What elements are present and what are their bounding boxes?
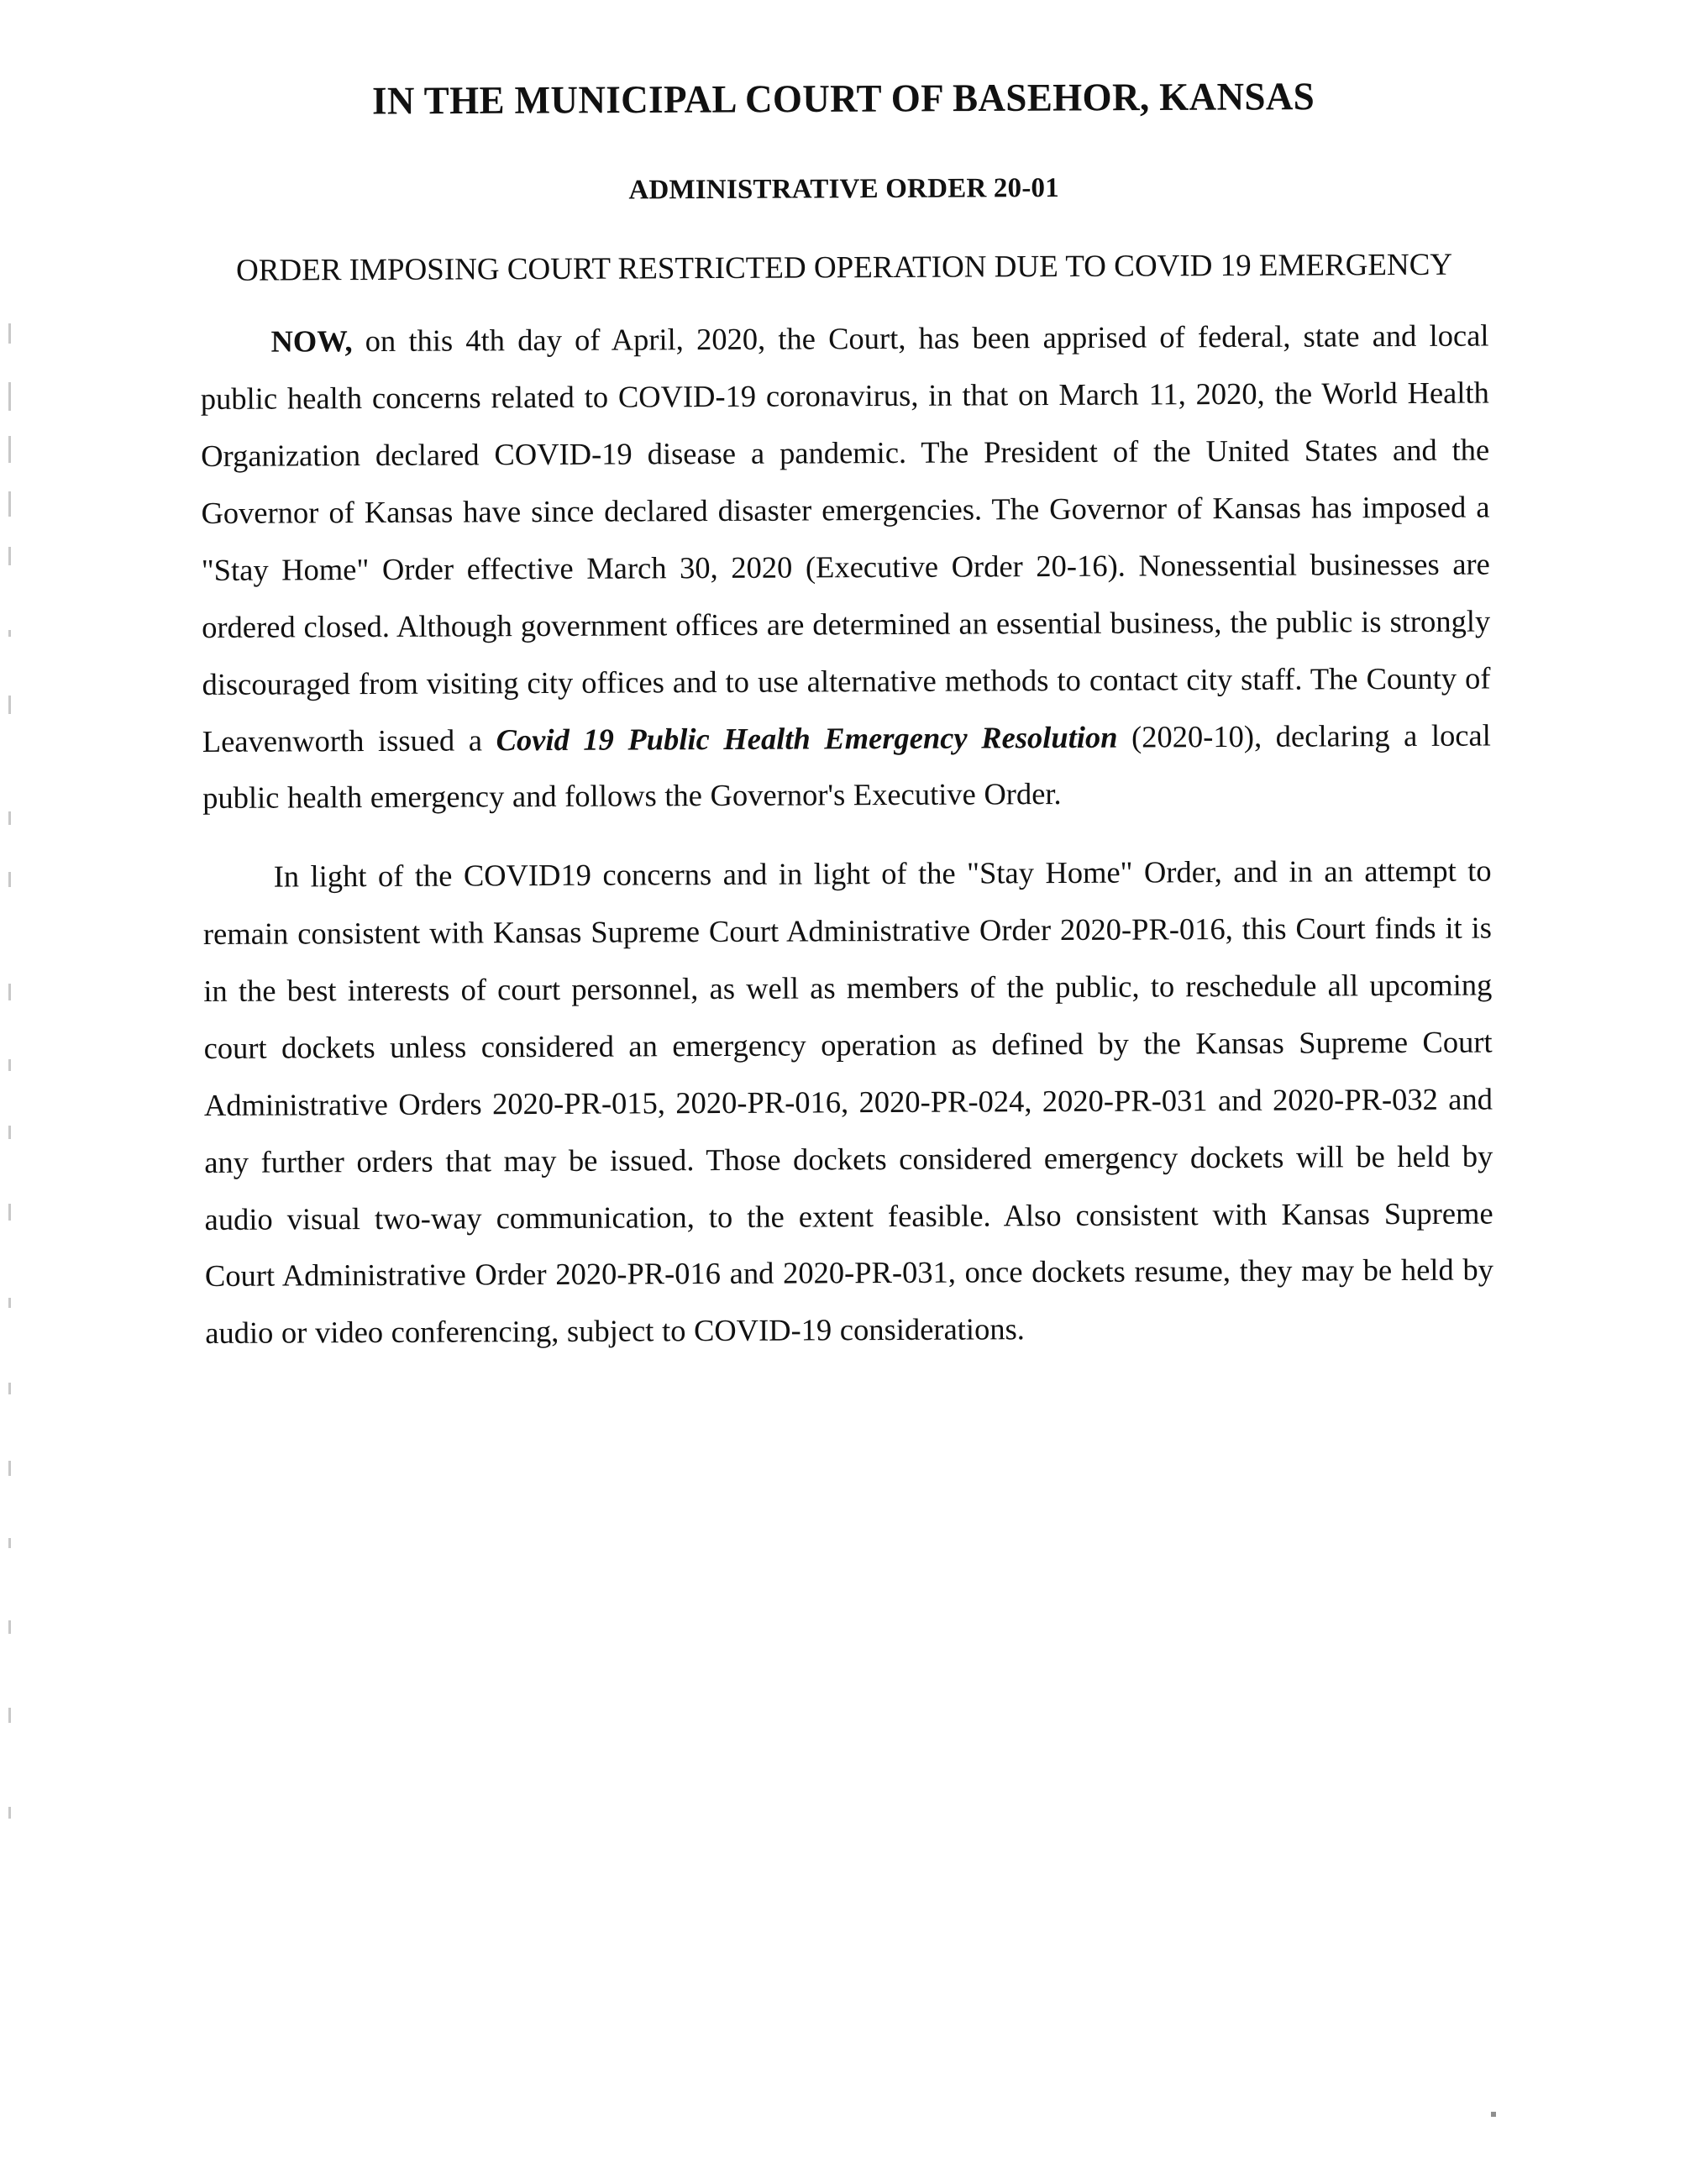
- scan-artifact-mark: [8, 811, 11, 825]
- scan-artifact-mark: [8, 872, 11, 887]
- scan-artifact-mark: [8, 491, 11, 517]
- scan-artifact-mark: [8, 382, 11, 411]
- scan-artifact-mark: [8, 547, 11, 565]
- order-description-heading: ORDER IMPOSING COURT RESTRICTED OPERATION DUE TO COVID 19 EMERGENCY: [235, 248, 1453, 289]
- scan-artifact-mark: [8, 1620, 11, 1634]
- paragraph-1: [200, 307, 1491, 827]
- paragraph-2-text: In light of the COVID19 concerns and in light of the "Stay Home" Order, and in an attempt to remain consistent with Kansas Supreme Court Administrative Order 2020-PR-016, this Court finds it is in the best interests of court personnel, as well as members of the public, to reschedule all upcoming court dockets unless considered an emergency operation as defined by the Kansas Supreme Court Administrative Orders 2020-PR-015, 2020-PR-016, 2020-PR-024, 2020-PR-031 and 2020-PR-032 and any further orders that may be issued. Those dockets considered emergency dockets will be held by audio visual two-way communication, to the extent feasible. Also consistent with Kansas Supreme Court Administrative Order 2020-PR-016 and 2020-PR-031, once dockets resume, they may be held by audio or video conferencing, subject to COVID-19 considerations.: [202, 853, 1494, 1351]
- paragraph-2: [202, 843, 1493, 1362]
- paragraph-1-citation: Covid 19 Public Health Emergency Resolution: [496, 719, 1118, 757]
- scan-artifact-mark: [8, 630, 11, 637]
- scan-artifact-mark: [8, 1126, 11, 1139]
- document-body: [199, 75, 1493, 1362]
- scan-artifact-mark: [8, 1708, 11, 1723]
- scan-artifact-mark: [8, 696, 11, 714]
- scan-artifact-mark: [8, 1059, 11, 1071]
- scan-artifact-mark: [8, 436, 11, 463]
- scan-artifact-mark: [8, 323, 11, 344]
- scan-artifact-mark: [8, 1538, 11, 1548]
- page-speck: [1491, 2112, 1496, 2117]
- paragraph-1-lead: NOW,: [270, 323, 353, 360]
- scan-artifact-mark: [8, 1298, 11, 1308]
- scan-artifact-mark: [8, 1383, 11, 1394]
- page-title: IN THE MUNICIPAL COURT OF BASEHOR, KANSAS: [371, 74, 1315, 123]
- paragraph-1-text-before-citation: on this 4th day of April, 2020, the Court, has been apprised of federal, state and local public health concerns related to COVID-19 coronavirus, in that on March 11, 2020, the World Health Organization declared COVID-19 disease a pandemic. The President of the United States and the Governor of Kansas have since declared disaster emergencies. The Governor of Kansas has imposed a "Stay Home" Order effective March 30, 2020 (Executive Order 20-16). Nonessential businesses are ordered closed. Although government offices are determined an essential business, the public is strongly discouraged from visiting city offices and to use alternative methods to contact city staff. The County of Leavenworth issued a: [200, 318, 1491, 759]
- scan-artifact-mark: [8, 1461, 11, 1476]
- scan-artifact-mark: [8, 1204, 11, 1221]
- order-number-heading: ADMINISTRATIVE ORDER 20-01: [628, 172, 1059, 206]
- scan-artifact-mark: [8, 984, 11, 1000]
- scan-artifact-mark: [8, 1807, 11, 1819]
- paragraph-1-text-after-citation: (2020-10), declaring a local public health emergency and follows the Governor's Executive Order.: [202, 717, 1491, 816]
